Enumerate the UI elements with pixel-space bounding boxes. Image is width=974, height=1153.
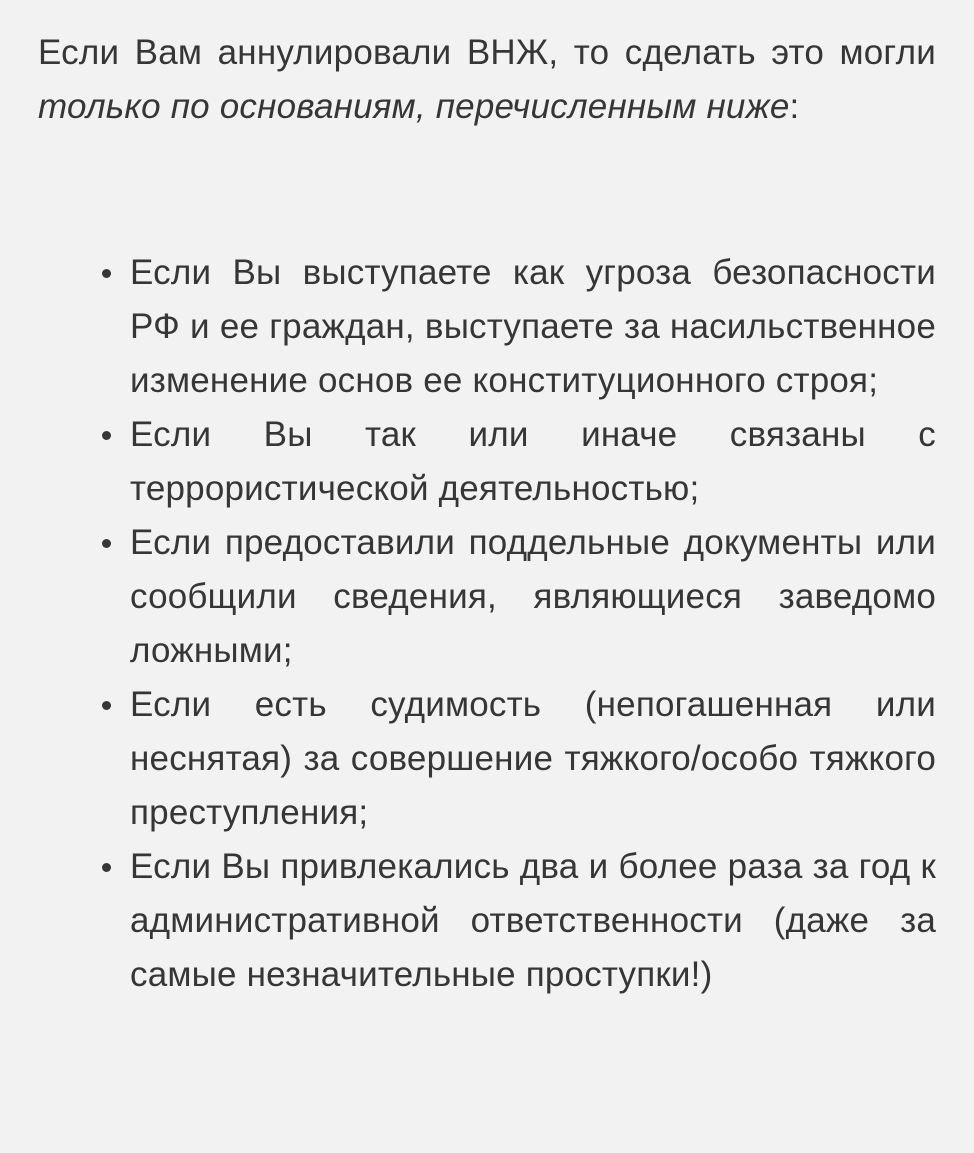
list-item — [130, 408, 936, 516]
list-item-text: Если Вы привлекались два и более раза за год к административной ответственности (даже за самые незначительные проступки!) — [130, 847, 936, 994]
bullet-icon — [102, 269, 111, 278]
list-item-text: Если Вы выступаете как угроза безопасности РФ и ее граждан, выступаете за насильственное изменение основ ее конституционного строя; — [130, 253, 936, 400]
reasons-list — [38, 246, 936, 1002]
list-item-text: Если Вы так или иначе связаны с террористической деятельностью; — [130, 415, 936, 508]
bullet-icon — [102, 701, 111, 710]
bullet-icon — [102, 539, 111, 548]
intro-paragraph — [38, 26, 936, 134]
intro-text: Если Вам аннулировали ВНЖ, то сделать это могли — [38, 33, 936, 72]
list-item-text: Если есть судимость (непогашенная или неснятая) за совершение тяжкого/особо тяжкого преступления; — [130, 685, 936, 832]
list-item-text: Если предоставили поддельные документы или сообщили сведения, являющиеся заведомо ложными; — [130, 523, 936, 670]
list-item — [130, 246, 936, 408]
bullet-icon — [102, 863, 111, 872]
intro-emphasis: только по основаниям, перечисленным ниже — [38, 87, 790, 126]
intro-colon: : — [789, 87, 800, 126]
bullet-icon — [102, 431, 111, 440]
list-item — [130, 840, 936, 1002]
list-item — [130, 516, 936, 678]
list-item — [130, 678, 936, 840]
